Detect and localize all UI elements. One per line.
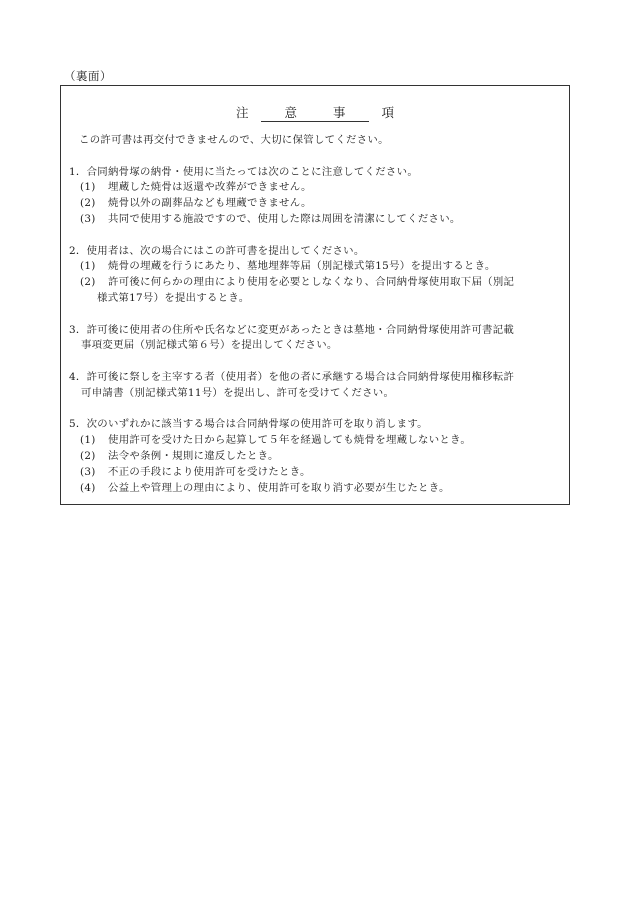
side-label: （裏面） — [64, 69, 112, 83]
section-5-heading: 5．次のいずれかに該当する場合は合同納骨塚の使用許可を取り消します。 — [69, 418, 428, 431]
item-number: (1) — [80, 434, 96, 447]
notice-box — [60, 85, 570, 505]
section-2-item-1 — [61, 259, 569, 275]
item-number: (1) — [80, 260, 96, 273]
item-text: 共同で使用する施設ですので、使用した際は周囲を清潔にしてください。 — [108, 212, 461, 225]
item-number: (4) — [80, 481, 96, 494]
item-text: 不正の手段により使用許可を受けたとき。 — [108, 465, 311, 478]
item-number: (2) — [80, 276, 96, 289]
item-text: 使用許可を受けた日から起算して５年を経過しても焼骨を埋蔵しないとき。 — [108, 434, 472, 447]
section-1-item-3 — [61, 212, 569, 228]
section-5-item-4 — [61, 481, 569, 497]
section-4-heading: 4．許可後に祭しを主宰する者（使用者）を他の者に承継する場合は合同納骨塚使用権移転許 — [69, 370, 515, 383]
title-underline — [261, 121, 369, 122]
item-text: 焼骨の埋蔵を行うにあたり、墓地埋葬等届（別記様式第15号）を提出するとき。 — [108, 260, 496, 273]
item-number: (2) — [80, 449, 96, 462]
section-1-item-1 — [61, 180, 569, 196]
item-text: 許可後に何らかの理由により使用を必要としなくなり、合同納骨塚使用取下届（別記 — [108, 276, 515, 289]
section-5-item-2 — [61, 449, 569, 465]
section-5-item-1 — [61, 433, 569, 449]
section-4-heading-cont: 可申請書（別記様式第11号）を提出し、許可を受けてください。 — [81, 386, 395, 399]
item-number: (3) — [80, 212, 96, 225]
section-2-heading: 2．使用者は、次の場合にはこの許可書を提出してください。 — [69, 244, 365, 257]
item-number: (1) — [80, 181, 96, 194]
item-number: (3) — [80, 465, 96, 478]
notice-body — [61, 133, 569, 496]
section-1-heading: 1．合同納骨塚の納骨・使用に当たっては次のことに注意してください。 — [69, 165, 419, 178]
item-text: 埋蔵した焼骨は返還や改葬ができません。 — [108, 181, 312, 194]
section-5-item-3 — [61, 465, 569, 481]
section-1-item-2 — [61, 196, 569, 212]
item-number: (2) — [80, 197, 96, 210]
item-text: 公益上や管理上の理由により、使用許可を取り消す必要が生じたとき。 — [108, 481, 450, 494]
intro-text: この許可書は再交付できませんので、大切に保管してください。 — [79, 134, 389, 146]
section-2-item-2-cont: 様式第17号）を提出するとき。 — [97, 291, 250, 304]
item-text: 法令や条例・規則に違反したとき。 — [108, 449, 279, 462]
notice-title: 注 意 事 項 — [236, 105, 410, 120]
item-text: 焼骨以外の副葬品なども埋蔵できません。 — [108, 197, 312, 210]
section-2-item-2 — [61, 275, 569, 291]
section-3-heading: 3．許可後に使用者の住所や氏名などに変更があったときは墓地・合同納骨塚使用許可書記載 — [69, 323, 515, 336]
section-3-heading-cont: 事項変更届（別記様式第６号）を提出してください。 — [81, 339, 338, 352]
